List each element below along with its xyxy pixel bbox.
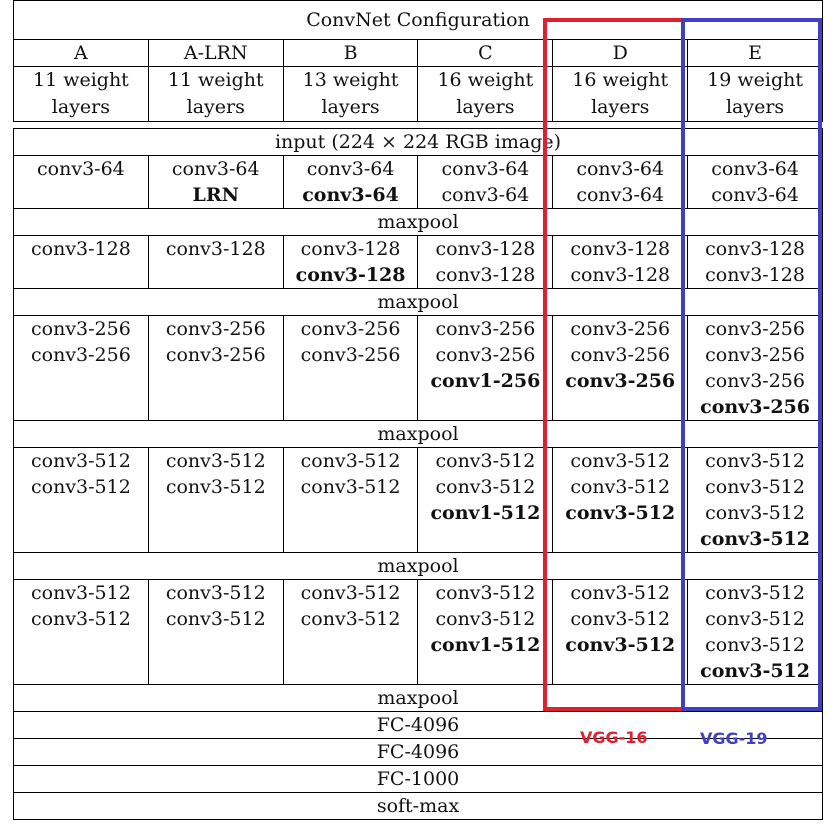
layer-label: conv3-256 <box>435 344 536 366</box>
layer-cell <box>418 156 553 209</box>
layer-cell <box>283 448 418 553</box>
layer-cell <box>14 316 149 421</box>
column-id: D <box>553 40 688 67</box>
layer-label: conv3-128 <box>300 238 401 260</box>
layer-label: conv3-512 <box>705 608 805 630</box>
layer-label: conv3-512 <box>570 450 671 472</box>
softmax-label: soft-max <box>14 793 823 820</box>
layer-label: conv3-512 <box>300 450 401 472</box>
layer-label: conv3-512 <box>570 582 671 604</box>
layer-cell <box>418 236 553 289</box>
layer-label: conv3-512 <box>565 502 676 524</box>
fc-layer-label: FC-4096 <box>14 712 823 739</box>
layer-label: conv3-128 <box>705 238 805 260</box>
layer-label: conv3-128 <box>435 264 536 286</box>
column-weight-layers <box>418 67 553 122</box>
layer-label: conv3-512 <box>435 450 536 472</box>
layer-label: conv3-128 <box>295 264 406 286</box>
layer-cell <box>14 156 149 209</box>
layer-label: conv3-256 <box>300 344 401 366</box>
maxpool-label: maxpool <box>14 289 823 316</box>
vgg19-highlight-box <box>681 18 822 711</box>
layer-cell <box>148 316 283 421</box>
layer-label: conv3-64 <box>711 158 799 180</box>
layer-label: conv3-512 <box>570 476 671 498</box>
layer-label: conv3-512 <box>700 528 810 550</box>
layer-cell <box>283 236 418 289</box>
layer-label: conv3-256 <box>165 318 266 340</box>
layer-label: conv3-256 <box>705 370 805 392</box>
layer-label: conv3-256 <box>705 344 805 366</box>
weight-layers-text: 11 weight <box>32 69 129 91</box>
layer-label: conv3-256 <box>565 370 676 392</box>
layer-label: conv3-512 <box>435 582 536 604</box>
column-id: A-LRN <box>148 40 283 67</box>
layer-label: conv3-256 <box>165 344 266 366</box>
weight-layers-text: 13 weight <box>302 69 399 91</box>
layer-label: conv3-512 <box>705 582 805 604</box>
table-title: ConvNet Configuration <box>14 1 823 40</box>
vgg16-highlight-box <box>543 18 685 711</box>
column-id: C <box>418 40 553 67</box>
fc-layer-label: FC-1000 <box>14 766 823 793</box>
weight-layers-text: layers <box>591 96 650 118</box>
layer-label: conv3-512 <box>705 634 805 656</box>
layer-label: conv3-512 <box>300 476 401 498</box>
layer-label: conv3-512 <box>31 582 131 604</box>
layer-label: conv3-256 <box>31 344 131 366</box>
layer-label: conv3-512 <box>435 476 536 498</box>
weight-layers-text: 16 weight <box>437 69 534 91</box>
layer-label: conv3-512 <box>165 582 266 604</box>
layer-label: conv3-512 <box>31 476 131 498</box>
layer-label: conv3-128 <box>705 264 805 286</box>
layer-label: conv3-256 <box>31 318 131 340</box>
layer-label: conv1-512 <box>430 502 541 524</box>
layer-label: conv3-64 <box>441 184 530 206</box>
maxpool-label: maxpool <box>14 209 823 236</box>
layer-label: conv3-128 <box>165 238 266 260</box>
layer-cell <box>14 448 149 553</box>
layer-label: conv3-512 <box>165 608 266 630</box>
layer-label: conv3-128 <box>31 238 131 260</box>
column-id: B <box>283 40 418 67</box>
column-weight-layers <box>148 67 283 122</box>
weight-layers-text: 16 weight <box>572 69 669 91</box>
layer-label: conv3-64 <box>441 158 530 180</box>
layer-cell <box>418 448 553 553</box>
layer-label: conv3-64 <box>302 184 399 206</box>
layer-label: LRN <box>192 184 239 206</box>
layer-cell <box>148 448 283 553</box>
layer-label: conv3-512 <box>300 608 401 630</box>
fc-layer-label: FC-4096 <box>14 739 823 766</box>
layer-label: conv3-64 <box>37 158 125 180</box>
layer-label: conv3-64 <box>711 184 799 206</box>
layer-cell <box>14 236 149 289</box>
layer-label: conv3-256 <box>570 344 671 366</box>
layer-label: conv3-256 <box>300 318 401 340</box>
weight-layers-text: layers <box>51 96 111 118</box>
layer-label: conv3-512 <box>705 450 805 472</box>
layer-cell <box>283 580 418 685</box>
column-weight-layers <box>283 67 418 122</box>
column-weight-layers <box>14 67 149 122</box>
weight-layers-text: layers <box>321 96 380 118</box>
layer-cell <box>14 580 149 685</box>
layer-label: conv3-64 <box>171 158 260 180</box>
layer-label: conv1-512 <box>430 634 541 656</box>
layer-label: conv3-512 <box>31 450 131 472</box>
layer-label: conv3-128 <box>435 238 536 260</box>
layer-label: conv3-512 <box>570 608 671 630</box>
layer-cell <box>283 316 418 421</box>
layer-cell <box>148 236 283 289</box>
tail-row <box>14 793 823 820</box>
layer-label: conv3-512 <box>705 476 805 498</box>
layer-label: conv3-256 <box>435 318 536 340</box>
maxpool-label: maxpool <box>14 685 823 712</box>
input-label: input (224 × 224 RGB image) <box>14 129 823 156</box>
layer-label: conv3-256 <box>570 318 671 340</box>
layer-label: conv3-64 <box>576 158 665 180</box>
layer-label: conv3-512 <box>700 660 810 682</box>
layer-label: conv3-512 <box>165 450 266 472</box>
layer-label: conv3-256 <box>705 318 805 340</box>
layer-label: conv3-512 <box>705 502 805 524</box>
weight-layers-text: 11 weight <box>167 69 264 91</box>
layer-cell <box>418 316 553 421</box>
maxpool-label: maxpool <box>14 553 823 580</box>
layer-label: conv3-64 <box>576 184 665 206</box>
layer-label: conv3-512 <box>300 582 401 604</box>
tail-row <box>14 766 823 793</box>
weight-layers-text: layers <box>456 96 515 118</box>
weight-layers-text: 19 weight <box>707 69 803 91</box>
layer-cell <box>283 156 418 209</box>
layer-label: conv3-512 <box>165 476 266 498</box>
layer-label: conv3-128 <box>570 264 671 286</box>
layer-label: conv3-512 <box>565 634 676 656</box>
layer-cell <box>148 156 283 209</box>
column-id: E <box>688 40 823 67</box>
layer-cell <box>148 580 283 685</box>
layer-label: conv1-256 <box>430 370 541 392</box>
vgg19-label: VGG-19 <box>700 729 768 748</box>
weight-layers-text: layers <box>186 96 245 118</box>
layer-label: conv3-512 <box>31 608 131 630</box>
layer-label: conv3-256 <box>700 396 810 418</box>
vgg16-label: VGG-16 <box>580 728 648 747</box>
column-id: A <box>14 40 149 67</box>
layer-label: conv3-64 <box>306 158 395 180</box>
layer-cell <box>418 580 553 685</box>
weight-layers-text: layers <box>725 96 785 118</box>
layer-label: conv3-128 <box>570 238 671 260</box>
layer-label: conv3-512 <box>435 608 536 630</box>
maxpool-label: maxpool <box>14 421 823 448</box>
